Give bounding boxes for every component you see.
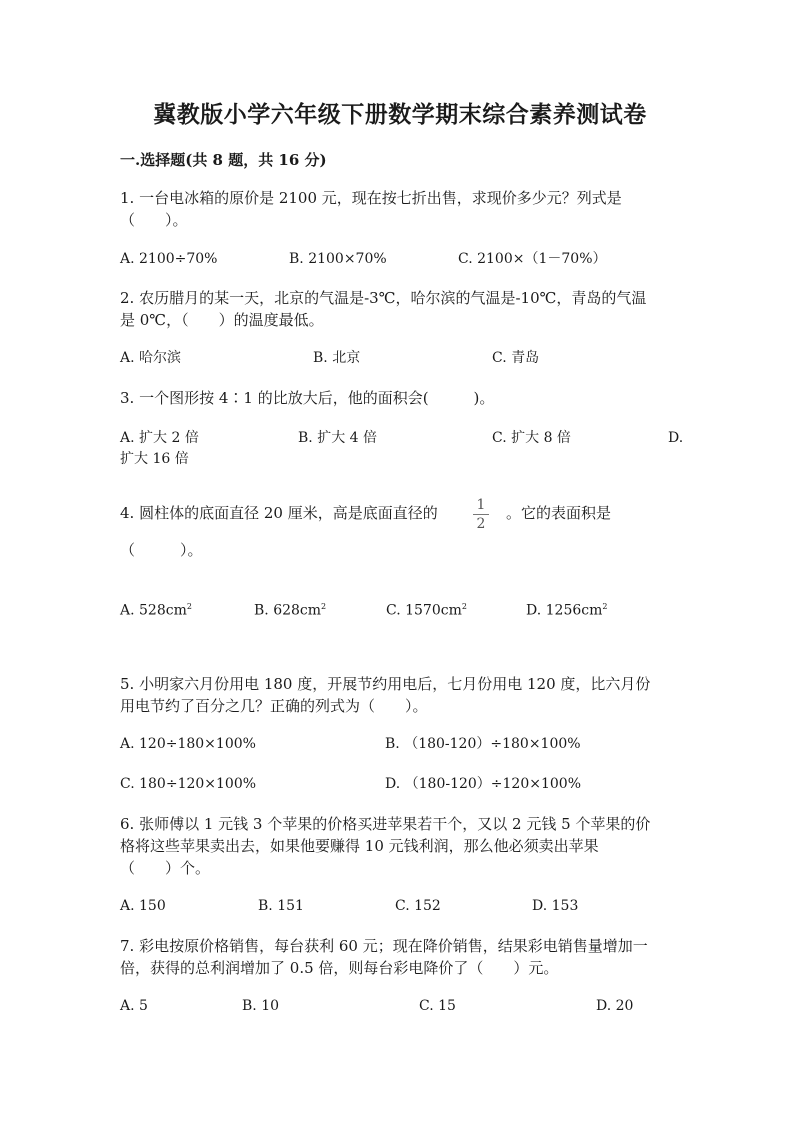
- q4-option-c-text: C. 1570cm: [386, 602, 462, 619]
- q5-option-b: B. （180-120）÷180×100%: [385, 736, 581, 752]
- q5-text-line2: 用电节约了百分之几？正确的列式为（ ）。: [120, 697, 428, 715]
- section-heading: 一.选择题(共 8 题，共 16 分): [120, 151, 327, 169]
- q2-text-line2: 是 0℃，（ ）的温度最低。: [120, 311, 324, 329]
- q7-option-d: D. 20: [596, 998, 634, 1014]
- q3-text-line1: 3. 一个图形按 4∶1 的比放大后，他的面积会( )。: [120, 389, 495, 407]
- q3-option-d-continued: 扩大 16 倍: [120, 451, 189, 467]
- q5-option-c: C. 180÷120×100%: [120, 776, 257, 792]
- q6-option-b: B. 151: [258, 898, 304, 914]
- q1-text-line1: 1. 一台电冰箱的原价是 2100 元，现在按七折出售，求现价多少元？列式是: [120, 189, 622, 207]
- one-half-fraction: [471, 497, 491, 532]
- q6-option-d: D. 153: [532, 898, 579, 914]
- q6-text-line1: 6. 张师傅以 1 元钱 3 个苹果的价格买进苹果若干个，又以 2 元钱 5 个苹果的价: [120, 815, 651, 833]
- q1-text-line2: （ ）。: [120, 211, 188, 229]
- q5-text-line1: 5. 小明家六月份用电 180 度，开展节约用电后，七月份用电 120 度，比六月份: [120, 675, 651, 693]
- squared-superscript: 2: [602, 602, 608, 611]
- q6-option-a: A. 150: [120, 898, 166, 914]
- squared-superscript: 2: [461, 602, 467, 611]
- q7-option-a: A. 5: [120, 998, 148, 1014]
- q4-option-b: [254, 597, 326, 621]
- q6-text-line3: （ ）个。: [120, 859, 211, 877]
- q4-option-d-text: D. 1256cm: [526, 602, 603, 619]
- q3-option-b: B. 扩大 4 倍: [298, 430, 377, 446]
- q7-text-line2: 倍，获得的总利润增加了 0.5 倍，则每台彩电降价了（ ）元。: [120, 959, 559, 977]
- q7-option-c: C. 15: [419, 998, 456, 1014]
- q2-option-c: C. 青岛: [492, 350, 540, 366]
- q1-option-a: A. 2100÷70%: [120, 251, 218, 267]
- fraction-bar: [473, 514, 489, 515]
- q7-option-b: B. 10: [242, 998, 280, 1014]
- q2-text-line1: 2. 农历腊月的某一天，北京的气温是-3℃，哈尔滨的气温是-10℃，青岛的气温: [120, 289, 647, 307]
- squared-superscript: 2: [186, 602, 192, 611]
- q5-option-a: A. 120÷180×100%: [120, 736, 256, 752]
- q4-option-a-text: A. 528cm: [120, 602, 187, 619]
- q4-option-b-text: B. 628cm: [254, 602, 322, 619]
- q5-option-d: D. （180-120）÷120×100%: [385, 776, 582, 792]
- q2-option-a: A. 哈尔滨: [120, 350, 182, 366]
- q1-option-c: C. 2100×（1－70%）: [458, 251, 607, 267]
- q4-text-line2: （ ）。: [120, 541, 203, 559]
- q4-option-d: [526, 597, 607, 621]
- q4-text-line1a: 4. 圆柱体的底面直径 20 厘米，高是底面直径的: [120, 504, 438, 522]
- q4-text-line1b: 。它的表面积是: [506, 504, 612, 522]
- q7-text-line1: 7. 彩电按原价格销售，每台获利 60 元；现在降价销售，结果彩电销售量增加一: [120, 937, 648, 955]
- fraction-denominator: 2: [476, 516, 486, 532]
- page-title: 冀教版小学六年级下册数学期末综合素养测试卷: [153, 101, 647, 128]
- q3-option-c: C. 扩大 8 倍: [492, 430, 571, 446]
- q3-option-d: D.: [668, 430, 684, 446]
- q1-option-b: B. 2100×70%: [289, 251, 387, 267]
- fraction-numerator: 1: [476, 497, 486, 513]
- q3-option-a: A. 扩大 2 倍: [120, 430, 199, 446]
- squared-superscript: 2: [321, 602, 327, 611]
- q6-option-c: C. 152: [395, 898, 441, 914]
- q2-option-b: B. 北京: [313, 350, 361, 366]
- q4-option-c: [386, 597, 467, 621]
- q6-text-line2: 格将这些苹果卖出去，如果他要赚得 10 元钱利润，那么他必须卖出苹果: [120, 837, 599, 855]
- q4-option-a: [120, 597, 192, 621]
